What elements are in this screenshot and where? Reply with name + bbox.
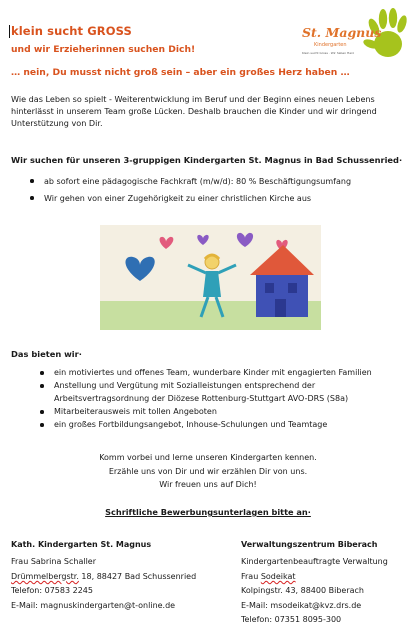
contact-address-rest: 18, 88427 Bad Schussenried — [78, 571, 197, 581]
contact-phone: Telefon: 07351 8095-300 — [241, 615, 342, 625]
intro-paragraph: Wie das Leben so spielt - Weiterentwicklung im Beruf und der Beginn eines neuen Lebens hinterlässt in unserem Team große Lücken. Deshalb brauchen die Kinder und wir dringend Unterstützung von Dir. — [11, 94, 377, 129]
contact-name-prefix: Frau — [241, 571, 261, 581]
headline: klein sucht GROSS — [11, 24, 132, 38]
invitation-text — [0, 451, 416, 492]
list-item: Wir gehen von einer Zugehörigkeit zu einer christlichen Kirche aus — [30, 190, 351, 207]
contact-org: Kath. Kindergarten St. Magnus — [11, 540, 152, 549]
list-item: ab sofort eine pädagogische Fachkraft (m/w/d): 80 % Beschäftigungsumfang — [30, 173, 351, 190]
search-heading: Wir suchen für unseren 3-gruppigen Kindergarten St. Magnus in Bad Schussenried· — [11, 155, 403, 165]
logo-sub: Kindergarten — [314, 42, 347, 48]
invitation-line: Erzähle uns von Dir und wir erzählen Dir von uns. — [108, 466, 308, 476]
contact-email: E-Mail: magnuskindergarten@t-online.de — [11, 600, 176, 610]
invitation-line: Komm vorbei und lerne unseren Kindergarten kennen. — [99, 453, 317, 462]
offer-list — [40, 366, 380, 431]
contact-name — [241, 570, 388, 584]
logo-brand: St. Magnus — [302, 25, 382, 40]
contact-address: Kolpingstr. 43, 88400 Biberach — [241, 586, 364, 596]
contact-address — [11, 570, 196, 584]
list-item: ein großes Fortbildungsangebot, Inhouse-Schulungen und Teamtage — [40, 418, 380, 431]
contact-org: Verwaltungszentrum Biberach — [241, 540, 378, 549]
list-item: Anstellung und Vergütung mit Sozialleistungen entsprechend der Arbeitsvertragsordnung der Diözese Rottenburg-Stuttgart AVO-DRS (S8a) — [40, 379, 380, 405]
offer-heading: Das bieten wir· — [11, 349, 82, 359]
list-item: Mitarbeiterausweis mit tollen Angeboten — [40, 405, 380, 418]
contact-street: Drümmelbergstr. — [11, 571, 79, 581]
list-item: ein motiviertes und offenes Team, wunderbare Kinder mit engagierten Familien — [40, 366, 380, 379]
contact-phone: Telefon: 07583 2245 — [11, 586, 93, 596]
application-note — [0, 507, 416, 517]
tagline: … nein, Du musst nicht groß sein – aber ein großes Herz haben … — [11, 67, 350, 78]
contact-administration — [241, 538, 388, 627]
subline: und wir Erzieherinnen suchen Dich! — [11, 44, 196, 55]
st-magnus-logo — [300, 4, 410, 66]
contact-email: E-Mail: msodeikat@kvz.drs.de — [241, 600, 362, 610]
child-drawing-image — [100, 225, 321, 330]
search-list — [30, 173, 351, 207]
contact-kindergarten — [11, 538, 196, 613]
invitation-line: Wir freuen uns auf Dich! — [159, 480, 257, 489]
contact-name: Frau Sabrina Schaller — [11, 557, 97, 567]
application-note-text: Schriftliche Bewerbungsunterlagen bitte an· — [105, 507, 311, 517]
logo-motto: Klein sucht Gross · Wir haben Herz — [302, 51, 354, 55]
contact-surname: Sodeikat — [260, 571, 296, 581]
contact-role: Kindergartenbeauftragte Verwaltung — [241, 557, 388, 567]
